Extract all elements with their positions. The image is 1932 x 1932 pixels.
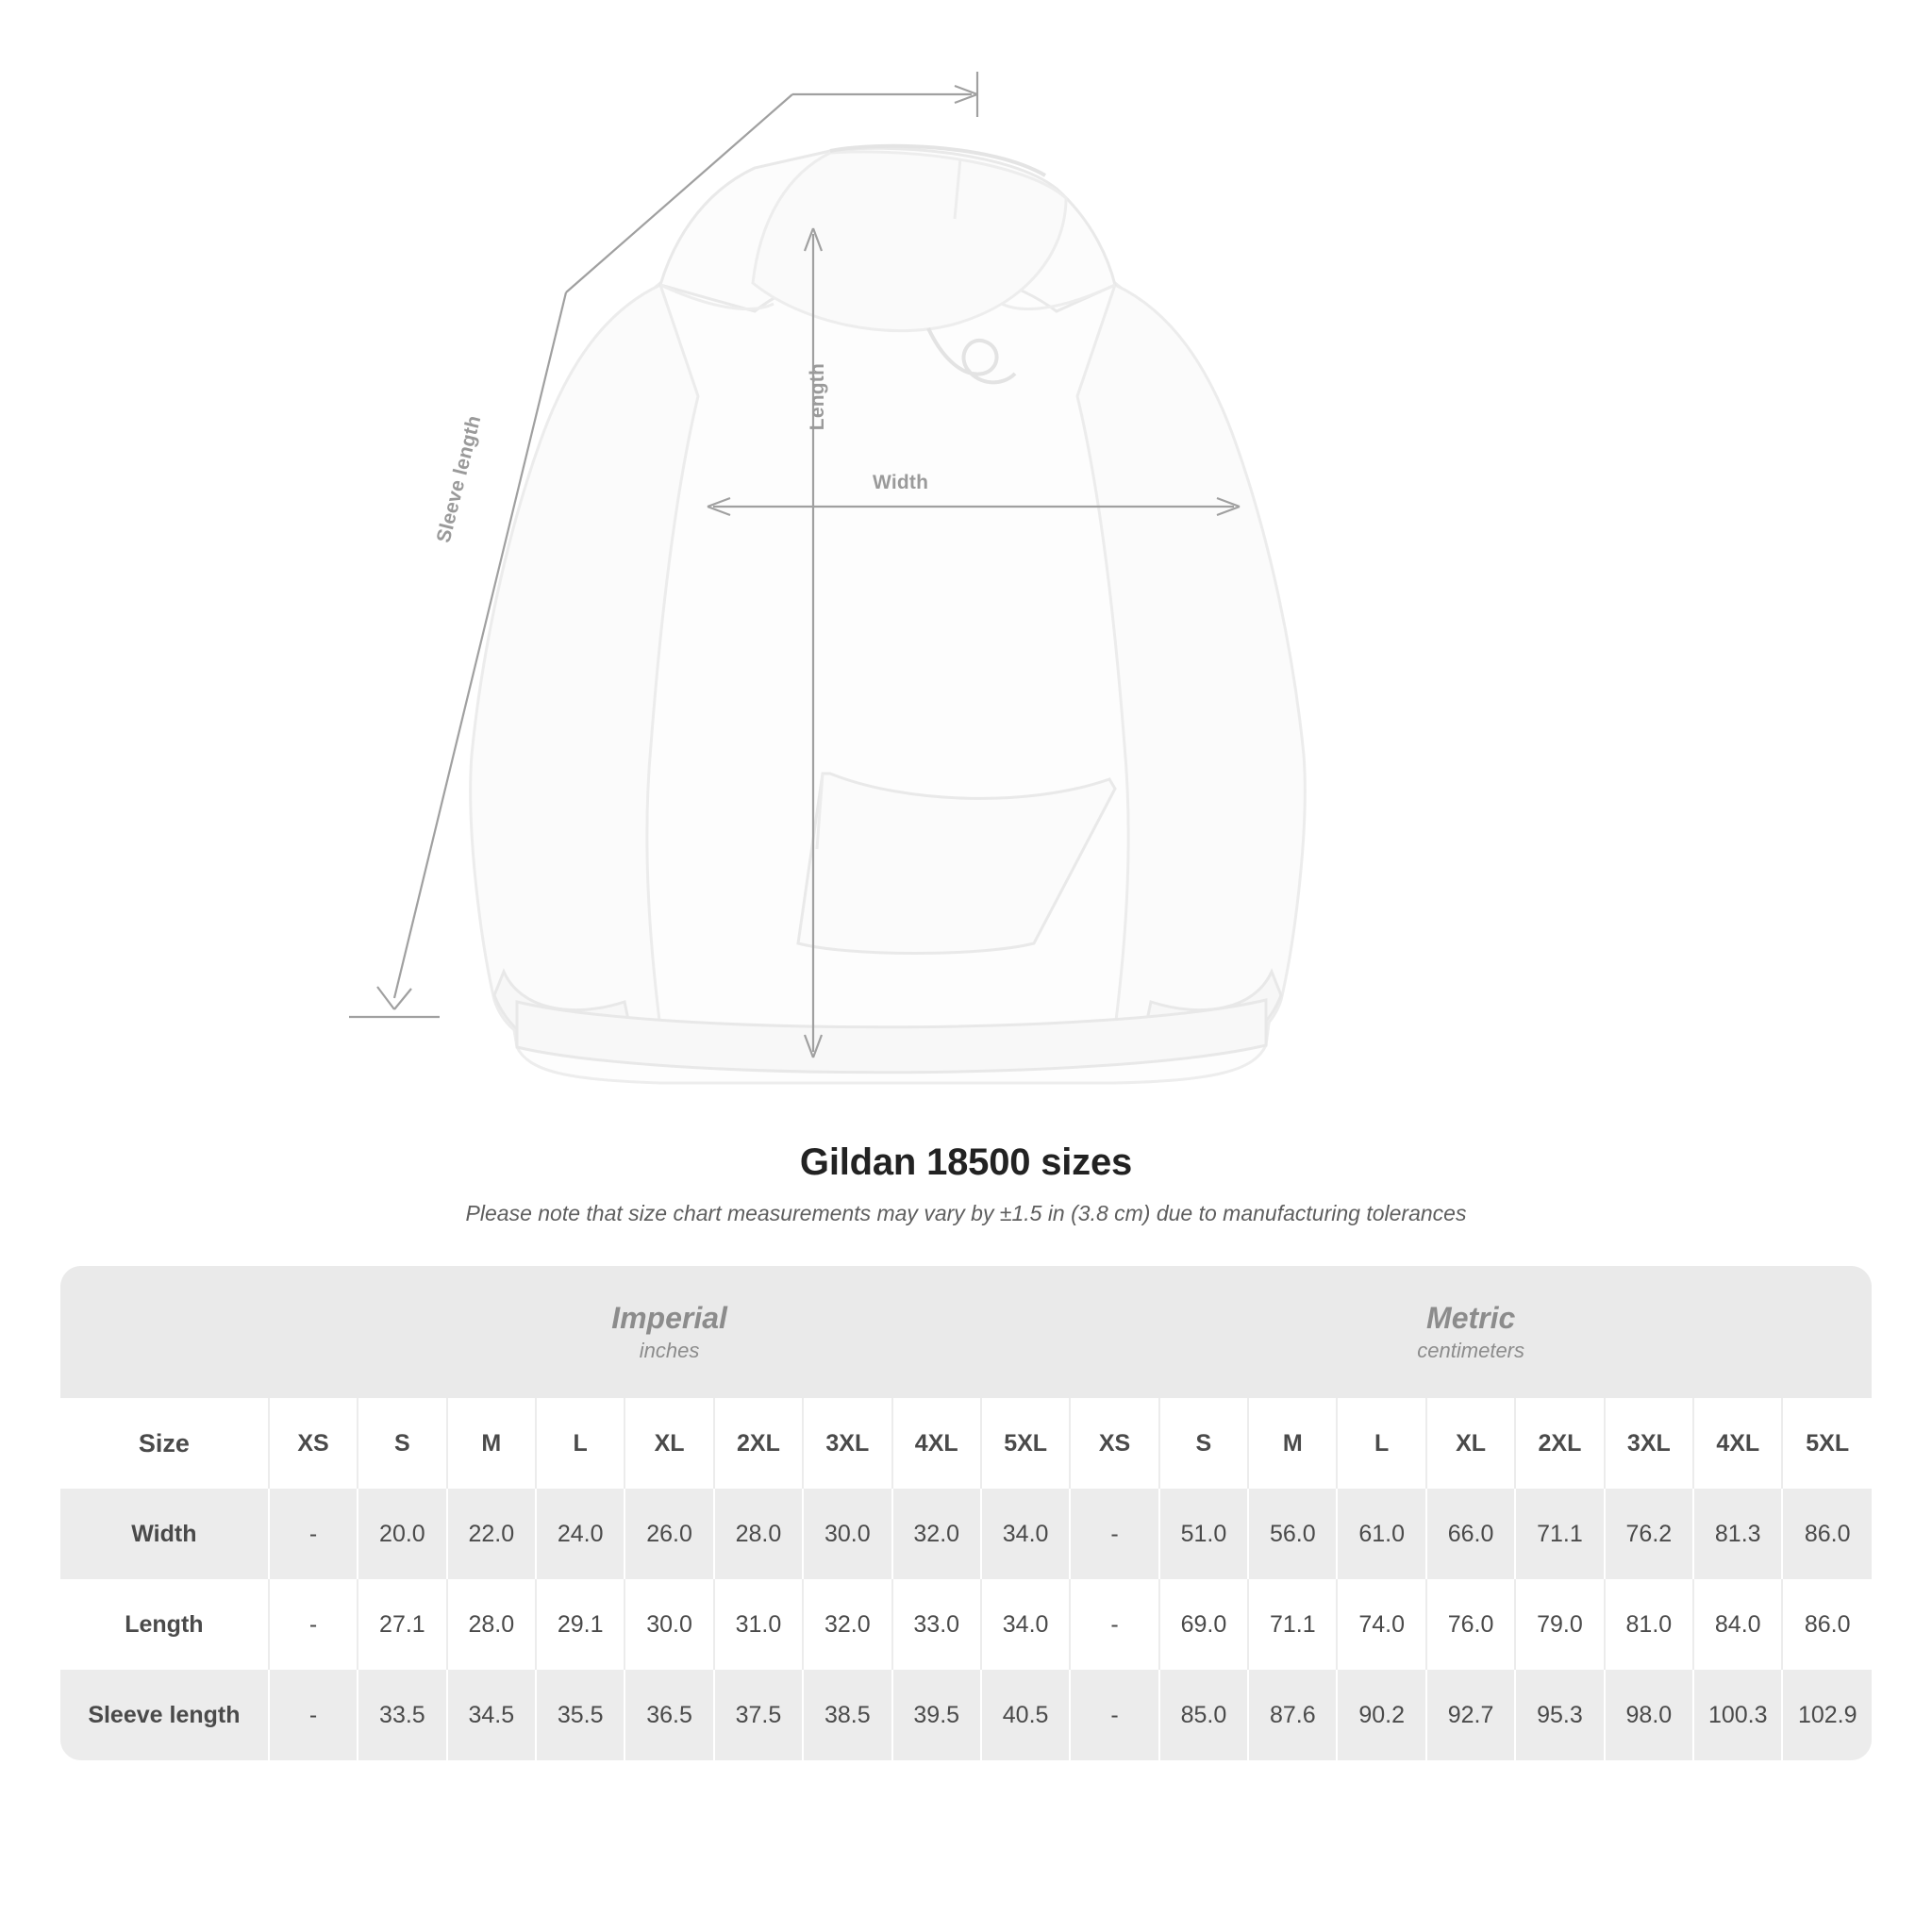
col-header-metric-4xl: 4XL [1693,1398,1782,1489]
cell-sleeve-imperial-5xl: 40.5 [981,1670,1070,1760]
cell-length-metric-xl: 76.0 [1426,1579,1515,1670]
cell-width-metric-2xl: 71.1 [1515,1489,1604,1579]
cell-width-metric-4xl: 81.3 [1693,1489,1782,1579]
cell-width-metric-xs: - [1070,1489,1158,1579]
size-chart-table-wrap [60,1266,1872,1760]
cell-sleeve-imperial-xs: - [269,1670,358,1760]
cell-sleeve-metric-m: 87.6 [1248,1670,1337,1760]
cell-sleeve-imperial-2xl: 37.5 [714,1670,803,1760]
col-header-imperial-2xl: 2XL [714,1398,803,1489]
cell-length-metric-m: 71.1 [1248,1579,1337,1670]
imperial-group-header [269,1266,1071,1398]
row-header-size: Size [60,1398,269,1489]
cell-sleeve-imperial-4xl: 39.5 [892,1670,981,1760]
cell-width-imperial-5xl: 34.0 [981,1489,1070,1579]
col-header-metric-s: S [1159,1398,1248,1489]
cell-width-imperial-s: 20.0 [358,1489,446,1579]
imperial-unit: inches [639,1338,700,1362]
unit-header-spacer [60,1266,269,1398]
metric-label: Metric [1426,1300,1516,1335]
cell-length-imperial-4xl: 33.0 [892,1579,981,1670]
cell-width-imperial-xs: - [269,1489,358,1579]
cell-sleeve-metric-s: 85.0 [1159,1670,1248,1760]
length-dimension-label: Length [807,363,828,431]
cell-width-metric-s: 51.0 [1159,1489,1248,1579]
col-header-imperial-3xl: 3XL [803,1398,891,1489]
cell-length-metric-4xl: 84.0 [1693,1579,1782,1670]
cell-length-imperial-2xl: 31.0 [714,1579,803,1670]
cell-length-metric-5xl: 86.0 [1782,1579,1872,1670]
col-header-imperial-xl: XL [625,1398,713,1489]
cell-width-metric-xl: 66.0 [1426,1489,1515,1579]
metric-group-header [1070,1266,1872,1398]
cell-length-imperial-xl: 30.0 [625,1579,713,1670]
col-header-metric-3xl: 3XL [1605,1398,1693,1489]
col-header-imperial-s: S [358,1398,446,1489]
table-row [60,1489,1872,1579]
col-header-imperial-5xl: 5XL [981,1398,1070,1489]
cell-length-metric-l: 74.0 [1337,1579,1425,1670]
page-subtitle: Please note that size chart measurements may vary by ±1.5 in (3.8 cm) due to manufacturing tolerances [465,1201,1467,1225]
row-label-length: Length [60,1579,269,1670]
cell-length-imperial-s: 27.1 [358,1579,446,1670]
cell-width-imperial-xl: 26.0 [625,1489,713,1579]
hoodie-graphic [471,146,1306,1083]
cell-sleeve-imperial-xl: 36.5 [625,1670,713,1760]
cell-sleeve-metric-3xl: 98.0 [1605,1670,1693,1760]
cell-length-imperial-5xl: 34.0 [981,1579,1070,1670]
cell-length-metric-2xl: 79.0 [1515,1579,1604,1670]
cell-sleeve-imperial-l: 35.5 [536,1670,625,1760]
table-row [60,1670,1872,1760]
col-header-metric-2xl: 2XL [1515,1398,1604,1489]
cell-width-metric-l: 61.0 [1337,1489,1425,1579]
cell-width-imperial-m: 22.0 [447,1489,536,1579]
unit-header-row [60,1266,1872,1398]
cell-width-imperial-2xl: 28.0 [714,1489,803,1579]
cell-sleeve-imperial-m: 34.5 [447,1670,536,1760]
size-header-row [60,1398,1872,1489]
cell-length-metric-3xl: 81.0 [1605,1579,1693,1670]
col-header-imperial-xs: XS [269,1398,358,1489]
cell-sleeve-metric-2xl: 95.3 [1515,1670,1604,1760]
page-title: Gildan 18500 sizes [799,1141,1133,1183]
cell-sleeve-metric-xs: - [1070,1670,1158,1760]
cell-sleeve-imperial-s: 33.5 [358,1670,446,1760]
cell-width-metric-3xl: 76.2 [1605,1489,1693,1579]
col-header-metric-xl: XL [1426,1398,1515,1489]
cell-sleeve-metric-4xl: 100.3 [1693,1670,1782,1760]
cell-length-metric-xs: - [1070,1579,1158,1670]
col-header-metric-xs: XS [1070,1398,1158,1489]
col-header-metric-l: L [1337,1398,1425,1489]
cell-width-imperial-4xl: 32.0 [892,1489,981,1579]
cell-width-metric-m: 56.0 [1248,1489,1337,1579]
size-chart-table [60,1266,1872,1760]
title-block [0,1141,1932,1226]
cell-length-imperial-l: 29.1 [536,1579,625,1670]
imperial-label: Imperial [611,1300,727,1335]
col-header-imperial-4xl: 4XL [892,1398,981,1489]
cell-length-imperial-xs: - [269,1579,358,1670]
col-header-imperial-m: M [447,1398,536,1489]
sleeve-length-dimension-label: Sleeve length [432,413,486,545]
cell-sleeve-metric-5xl: 102.9 [1782,1670,1872,1760]
row-label-width: Width [60,1489,269,1579]
metric-unit: centimeters [1417,1338,1525,1362]
col-header-metric-5xl: 5XL [1782,1398,1872,1489]
cell-width-imperial-3xl: 30.0 [803,1489,891,1579]
table-row [60,1579,1872,1670]
row-label-sleeve-length: Sleeve length [60,1670,269,1760]
cell-sleeve-imperial-3xl: 38.5 [803,1670,891,1760]
width-dimension-label: Width [873,472,929,493]
cell-length-metric-s: 69.0 [1159,1579,1248,1670]
cell-width-imperial-l: 24.0 [536,1489,625,1579]
col-header-imperial-l: L [536,1398,625,1489]
cell-width-metric-5xl: 86.0 [1782,1489,1872,1579]
cell-sleeve-metric-l: 90.2 [1337,1670,1425,1760]
cell-length-imperial-3xl: 32.0 [803,1579,891,1670]
col-header-metric-m: M [1248,1398,1337,1489]
cell-sleeve-metric-xl: 92.7 [1426,1670,1515,1760]
cell-length-imperial-m: 28.0 [447,1579,536,1670]
